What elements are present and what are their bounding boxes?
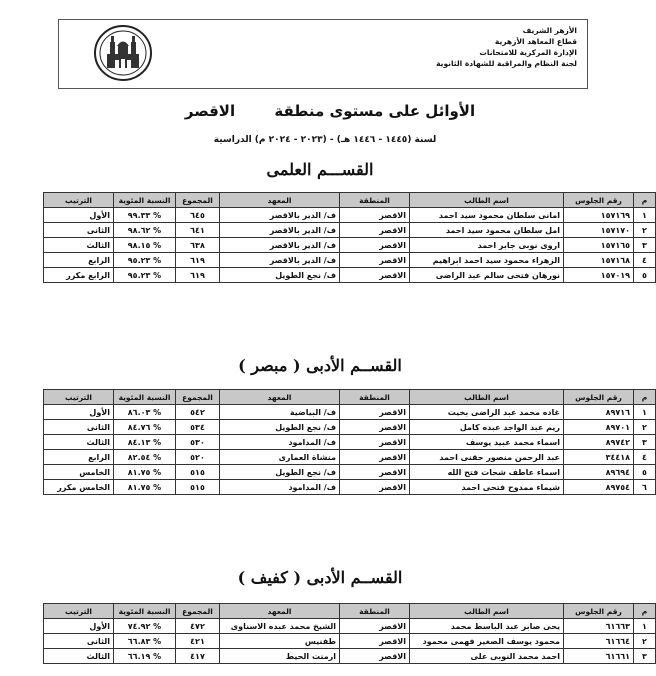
total-score: ٦٣٨	[176, 238, 220, 253]
student-name: احمد محمد النوبى على	[410, 649, 564, 664]
region-name: الاقصر	[184, 102, 236, 120]
seat-number: ٨٩٧٠١	[564, 420, 634, 435]
letterhead-text	[337, 25, 577, 69]
institute: ف/ نجع الطويل	[220, 465, 340, 480]
rank: الخامس	[44, 465, 114, 480]
col-seat-number-header: رقم الجلوس	[564, 193, 634, 208]
region: الاقصر	[340, 649, 410, 664]
region: الاقصر	[340, 634, 410, 649]
col-total-header: المجموع	[176, 193, 220, 208]
percentage: % ٨٢.٥٤	[114, 450, 176, 465]
rank: الأول	[44, 405, 114, 420]
row-index: ١	[634, 405, 656, 420]
percentage: % ٨٤.١٣	[114, 435, 176, 450]
total-score: ٥٣٤	[176, 420, 220, 435]
letterhead	[58, 19, 588, 89]
region: الاقصر	[340, 420, 410, 435]
total-score: ٦١٩	[176, 268, 220, 283]
col-total-header: المجموع	[176, 390, 220, 405]
col-seat-number-header: رقم الجلوس	[564, 604, 634, 619]
row-index: ١	[634, 619, 656, 634]
total-score: ٤٧٢	[176, 619, 220, 634]
student-name: محمود يوسف الصغير فهمى محمود	[410, 634, 564, 649]
percentage: % ٩٨.١٥	[114, 238, 176, 253]
institute: ف/ نجع الطويل	[220, 420, 340, 435]
total-score: ٤١٧	[176, 649, 220, 664]
row-index: ٥	[634, 465, 656, 480]
letterhead-line: لجنة النظام والمراقبة للشهادة الثانوية	[436, 59, 577, 68]
institute: الشيخ محمد عبده الاسناوى	[220, 619, 340, 634]
region: الاقصر	[340, 208, 410, 223]
student-name: يحى صابر عبد الباسط محمد	[410, 619, 564, 634]
academic-year: لسنة (١٤٤٥ - ١٤٤٦ هـ) - (٢٠٢٣ - ٢٠٢٤ م) الدراسية	[213, 135, 437, 145]
percentage: % ٦٦.١٩	[114, 649, 176, 664]
section-title-science: القســـم العلمى	[266, 160, 374, 179]
table-row	[44, 649, 656, 664]
institute: ف/ البياضية	[220, 405, 340, 420]
percentage: % ٨٦.٠٣	[114, 405, 176, 420]
student-name: امل سلطان محمود سيد احمد	[410, 223, 564, 238]
table-header-row	[44, 390, 656, 405]
institute: طفنيس	[220, 634, 340, 649]
percentage: % ٨٤.٧٦	[114, 420, 176, 435]
region: الاقصر	[340, 223, 410, 238]
seat-number: ٨٩٧٥٤	[564, 480, 634, 495]
seat-number: ٦١٦٦٤	[564, 634, 634, 649]
percentage: % ٦٦.٨٣	[114, 634, 176, 649]
student-name: عبد الرحمن منصور حقنى احمد	[410, 450, 564, 465]
azhar-logo-icon	[93, 24, 153, 82]
student-name: اسماء عاطف شحات فتح الله	[410, 465, 564, 480]
seat-number: ١٥٧١٧٠	[564, 223, 634, 238]
rank: الرابع مكرر	[44, 268, 114, 283]
seat-number: ٣٤٤١٨	[564, 450, 634, 465]
rank: الثالث	[44, 649, 114, 664]
col-student-name-header: اسم الطالب	[410, 604, 564, 619]
region: الاقصر	[340, 619, 410, 634]
region: الاقصر	[340, 465, 410, 480]
table-row	[44, 208, 656, 223]
region: الاقصر	[340, 450, 410, 465]
total-score: ٦١٩	[176, 253, 220, 268]
row-index: ٢	[634, 223, 656, 238]
col-percentage-header: النسبة المئوية	[114, 604, 176, 619]
letterhead-line: الإدارة المركزية للامتحانات	[479, 48, 577, 57]
region: الاقصر	[340, 480, 410, 495]
letterhead-line: قطاع المعاهد الأزهرية	[494, 37, 577, 46]
table-row	[44, 465, 656, 480]
col-index-header: م	[634, 604, 656, 619]
rank: الخامس مكرر	[44, 480, 114, 495]
region: الاقصر	[340, 253, 410, 268]
seat-number: ٨٩٧١٦	[564, 405, 634, 420]
page-title-text: الأوائل على مستوى منطقة	[274, 102, 476, 120]
table-row	[44, 450, 656, 465]
seat-number: ٨٩٦٩٤	[564, 465, 634, 480]
table-row	[44, 268, 656, 283]
total-score: ٦٤١	[176, 223, 220, 238]
col-student-name-header: اسم الطالب	[410, 193, 564, 208]
student-name: امانى سلطان محمود سيد احمد	[410, 208, 564, 223]
region: الاقصر	[340, 435, 410, 450]
rank: الثالث	[44, 435, 114, 450]
student-name: الزهراء محمود سيد احمد ابراهيم	[410, 253, 564, 268]
region: الاقصر	[340, 405, 410, 420]
table-row	[44, 405, 656, 420]
percentage: % ٧٤.٩٢	[114, 619, 176, 634]
science-table	[43, 192, 656, 283]
col-total-header: المجموع	[176, 604, 220, 619]
total-score: ٥١٥	[176, 480, 220, 495]
row-index: ٣	[634, 238, 656, 253]
total-score: ٤٢١	[176, 634, 220, 649]
row-index: ٢	[634, 420, 656, 435]
rank: الثالث	[44, 238, 114, 253]
seat-number: ١٥٧١٦٨	[564, 253, 634, 268]
institute: ف/ نجع الطويل	[220, 268, 340, 283]
seat-number: ٦١٦٦٣	[564, 619, 634, 634]
row-index: ٤	[634, 450, 656, 465]
rank: الرابع	[44, 253, 114, 268]
table-header-row	[44, 604, 656, 619]
percentage: % ٩٨.٦٢	[114, 223, 176, 238]
col-institute-header: المعهد	[220, 390, 340, 405]
total-score: ٥١٥	[176, 465, 220, 480]
table-row	[44, 238, 656, 253]
institute: ف/ المدامود	[220, 480, 340, 495]
section-title-literary-blind: القســم الأدبى ( كفيف )	[237, 568, 403, 587]
col-student-name-header: اسم الطالب	[410, 390, 564, 405]
table-header-row	[44, 193, 656, 208]
col-institute-header: المعهد	[220, 604, 340, 619]
percentage: % ٩٥.٢٣	[114, 268, 176, 283]
row-index: ٦	[634, 480, 656, 495]
rank: الرابع	[44, 450, 114, 465]
col-region-header: المنطقة	[340, 390, 410, 405]
seat-number: ١٥٧١٦٥	[564, 238, 634, 253]
rank: الثانى	[44, 420, 114, 435]
table-row	[44, 420, 656, 435]
student-name: غاده محمد عبد الراضى بخيت	[410, 405, 564, 420]
literary-sighted-table	[43, 389, 656, 495]
student-name: اروى نوبى جابر احمد	[410, 238, 564, 253]
col-percentage-header: النسبة المئوية	[114, 390, 176, 405]
student-name: ريم عبد الواجد عبده كامل	[410, 420, 564, 435]
col-seat-number-header: رقم الجلوس	[564, 390, 634, 405]
student-name: نورهان فتحى سالم عبد الراضى	[410, 268, 564, 283]
percentage: % ٨١.٧٥	[114, 465, 176, 480]
literary-blind-table	[43, 603, 656, 664]
row-index: ٣	[634, 435, 656, 450]
student-name: اسماء محمد عبيد يوسف	[410, 435, 564, 450]
rank: الأول	[44, 208, 114, 223]
table-row	[44, 619, 656, 634]
institute: ف/ الدير بالاقصر	[220, 223, 340, 238]
table-row	[44, 480, 656, 495]
percentage: % ٩٩.٣٣	[114, 208, 176, 223]
institute: ف/ المدامود	[220, 435, 340, 450]
seat-number: ٨٩٧٤٢	[564, 435, 634, 450]
total-score: ٥٣٠	[176, 435, 220, 450]
percentage: % ٨١.٧٥	[114, 480, 176, 495]
col-rank-header: الترتيب	[44, 193, 114, 208]
total-score: ٥٢٠	[176, 450, 220, 465]
seat-number: ١٥٧١٦٩	[564, 208, 634, 223]
rank: الثانى	[44, 634, 114, 649]
region: الاقصر	[340, 238, 410, 253]
col-institute-header: المعهد	[220, 193, 340, 208]
institute: ارمنت الحيط	[220, 649, 340, 664]
col-index-header: م	[634, 390, 656, 405]
rank: الأول	[44, 619, 114, 634]
total-score: ٦٤٥	[176, 208, 220, 223]
table-row	[44, 223, 656, 238]
letterhead-line: الأزهر الشريف	[522, 26, 577, 35]
institute: ف/ الدير بالاقصر	[220, 208, 340, 223]
total-score: ٥٤٢	[176, 405, 220, 420]
rank: الثانى	[44, 223, 114, 238]
col-rank-header: الترتيب	[44, 604, 114, 619]
seat-number: ١٥٧٠١٩	[564, 268, 634, 283]
col-percentage-header: النسبة المئوية	[114, 193, 176, 208]
student-name: شيماء ممدوح فتحى احمد	[410, 480, 564, 495]
col-region-header: المنطقة	[340, 604, 410, 619]
col-index-header: م	[634, 193, 656, 208]
section-title-literary-sighted: القســم الأدبى ( مبصر )	[238, 356, 402, 375]
seat-number: ٦١٦٦١	[564, 649, 634, 664]
col-region-header: المنطقة	[340, 193, 410, 208]
row-index: ٤	[634, 253, 656, 268]
row-index: ٢	[634, 634, 656, 649]
col-rank-header: الترتيب	[44, 390, 114, 405]
row-index: ٣	[634, 649, 656, 664]
row-index: ٥	[634, 268, 656, 283]
table-row	[44, 634, 656, 649]
percentage: % ٩٥.٢٣	[114, 253, 176, 268]
table-row	[44, 253, 656, 268]
page-title	[150, 102, 510, 120]
institute: منشاة العمارى	[220, 450, 340, 465]
table-row	[44, 435, 656, 450]
row-index: ١	[634, 208, 656, 223]
institute: ف/ الدير بالاقصر	[220, 238, 340, 253]
institute: ف/ الدير بالاقصر	[220, 253, 340, 268]
region: الاقصر	[340, 268, 410, 283]
